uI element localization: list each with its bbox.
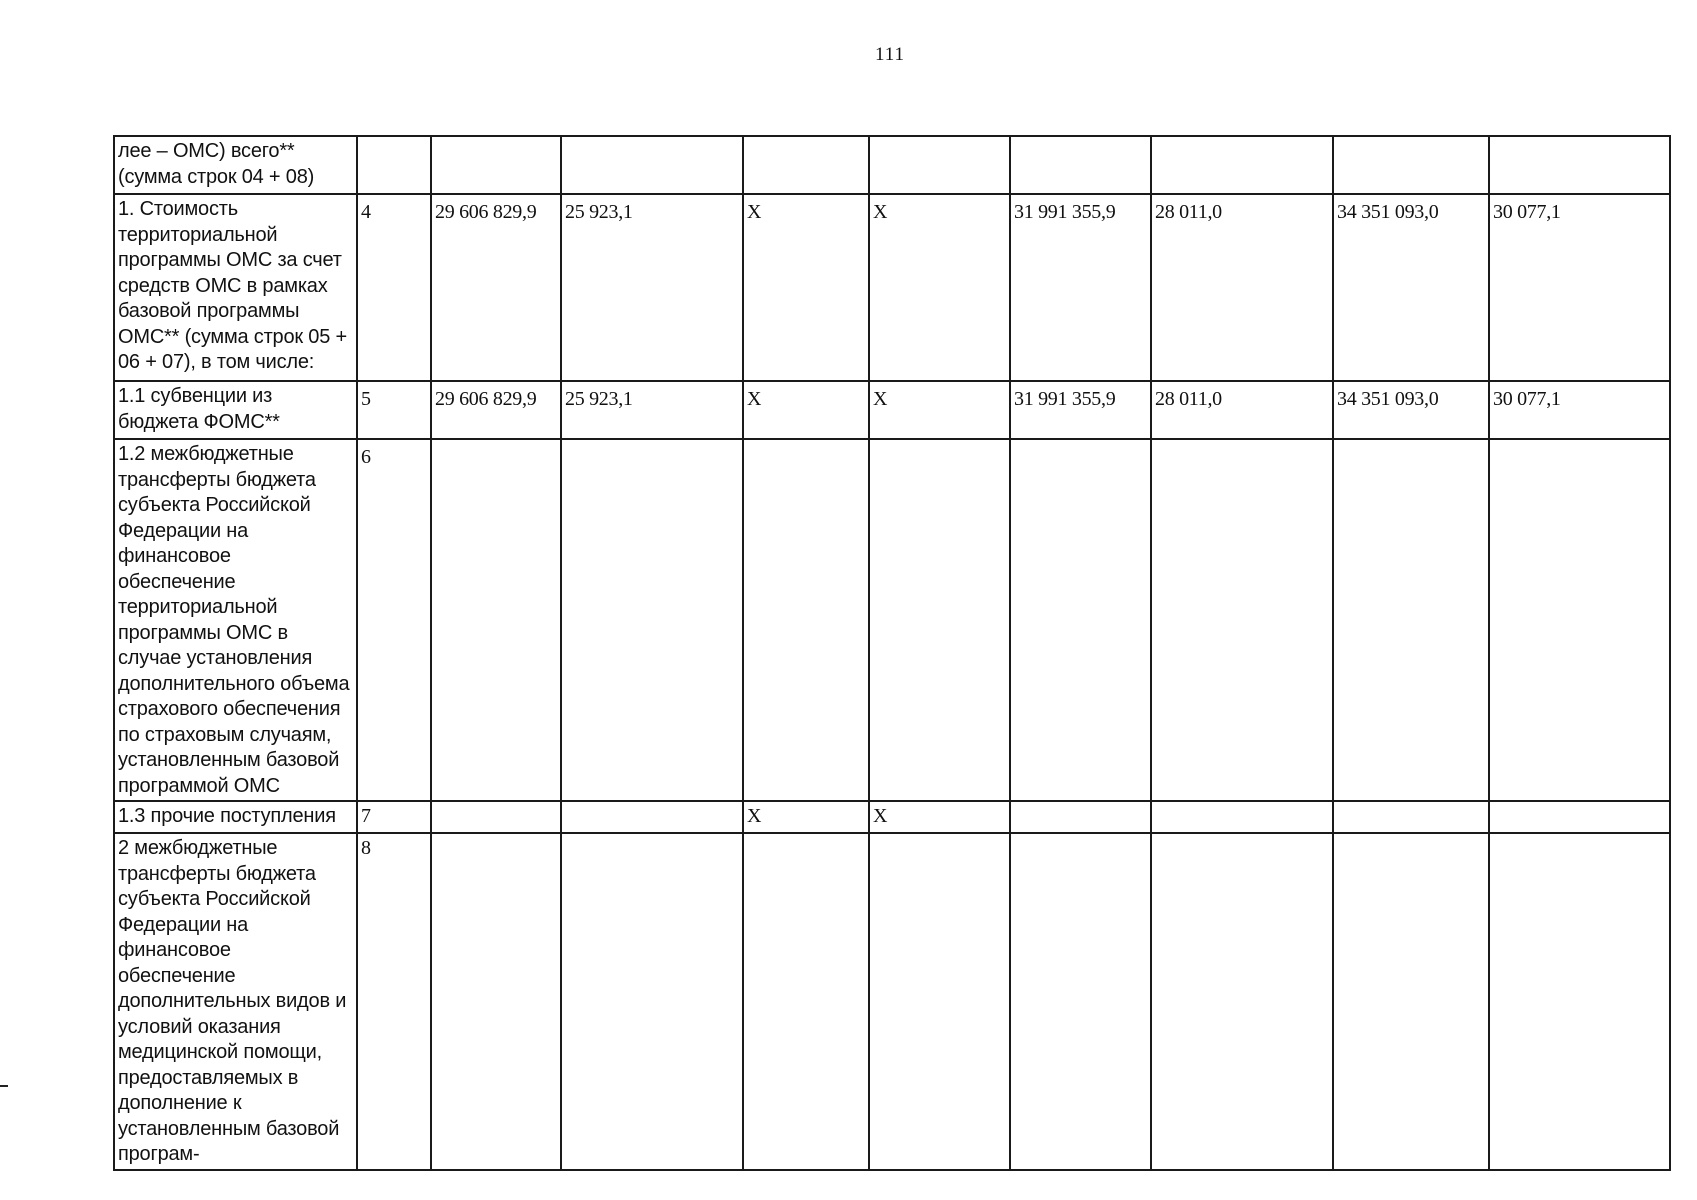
value-text: X: [873, 388, 888, 410]
value-cell: [431, 439, 561, 801]
value-cell: [1151, 381, 1333, 439]
row-number-cell: [357, 439, 431, 801]
value-cell: [1151, 801, 1333, 833]
value-cell: [561, 833, 743, 1170]
table-row: [114, 136, 1670, 194]
value-cell: [1333, 194, 1489, 381]
table-row: [114, 833, 1670, 1170]
value-cell: [1333, 801, 1489, 833]
row-label: 1. Стоимость территориальной программы ОМС за счет средств ОМС в рамках базовой программы ОМС** (сумма строк 05 + 06 + 07), в том числе:: [114, 194, 357, 381]
value-cell: [1333, 439, 1489, 801]
row-number-cell: 7: [357, 801, 431, 833]
value-cell: [1333, 136, 1489, 194]
value-cell: [431, 801, 561, 833]
value-cell: [1010, 439, 1151, 801]
value-cell: [1151, 833, 1333, 1170]
value-cell: [1333, 833, 1489, 1170]
value-cell: [743, 381, 869, 439]
row-label: 2 межбюджетные трансферты бюджета субъекта Российской Федерации на финансовое обеспечение дополнительных видов и условий оказания медицинской помощи, предоставляемых в дополнение к установленным базовой програм-: [114, 833, 357, 1170]
row-number-cell: [357, 194, 431, 381]
value-cell: X: [743, 801, 869, 833]
row-label: 1.3 прочие поступления: [114, 801, 357, 833]
row-label: 1.1 субвенции из бюджета ФОМС**: [114, 381, 357, 439]
value-cell: [869, 833, 1010, 1170]
value-text: 28 011,0: [1155, 201, 1222, 223]
row-label: лее – ОМС) всего** (сумма строк 04 + 08): [114, 136, 357, 194]
row-number: 6: [361, 446, 371, 468]
value-cell: [1151, 439, 1333, 801]
value-text: 28 011,0: [1155, 388, 1222, 410]
value-cell: [561, 136, 743, 194]
value-cell: [1489, 136, 1670, 194]
value-cell: [1010, 194, 1151, 381]
value-text: 31 991 355,9: [1014, 201, 1116, 223]
value-text: 25 923,1: [565, 388, 633, 410]
value-cell: [431, 381, 561, 439]
value-cell: [561, 439, 743, 801]
value-text: 34 351 093,0: [1337, 388, 1439, 410]
value-text: X: [747, 388, 762, 410]
value-cell: [743, 833, 869, 1170]
value-cell: [1489, 194, 1670, 381]
table-row: [114, 194, 1670, 381]
value-cell: [1151, 194, 1333, 381]
value-text: 29 606 829,9: [435, 388, 537, 410]
value-cell: [743, 439, 869, 801]
value-cell: [869, 439, 1010, 801]
row-number-cell: 8: [357, 833, 431, 1170]
value-cell: [561, 194, 743, 381]
value-text: 25 923,1: [565, 201, 633, 223]
value-cell: [431, 833, 561, 1170]
value-text: 31 991 355,9: [1014, 388, 1116, 410]
table-row: [114, 801, 1670, 833]
row-number: 4: [361, 201, 371, 223]
value-cell: [1489, 833, 1670, 1170]
margin-mark: [0, 1085, 8, 1087]
value-text: 29 606 829,9: [435, 201, 537, 223]
value-cell: [1010, 381, 1151, 439]
table-row: [114, 439, 1670, 801]
value-text: 30 077,1: [1493, 388, 1561, 410]
value-cell: [561, 381, 743, 439]
row-number: 5: [361, 388, 371, 410]
table-row: [114, 381, 1670, 439]
value-cell: [869, 381, 1010, 439]
value-cell: [1489, 381, 1670, 439]
value-text: 30 077,1: [1493, 201, 1561, 223]
value-cell: [869, 194, 1010, 381]
value-cell: [431, 194, 561, 381]
value-cell: [1489, 439, 1670, 801]
page-number: 111: [874, 44, 906, 65]
value-text: X: [747, 201, 762, 223]
value-cell: [1489, 801, 1670, 833]
value-cell: [869, 136, 1010, 194]
value-cell: [561, 801, 743, 833]
value-cell: [1010, 833, 1151, 1170]
value-text: X: [873, 201, 888, 223]
financing-table: [113, 135, 1671, 1171]
row-number-cell: [357, 136, 431, 194]
value-cell: [1151, 136, 1333, 194]
value-cell: X: [869, 801, 1010, 833]
row-number-cell: [357, 381, 431, 439]
row-label: 1.2 межбюджетные трансферты бюджета субъекта Российской Федерации на финансовое обеспечение территориальной программы ОМС в случае установления дополнительного объема страхового обеспечения по страховым случаям, установленным базовой программой ОМС: [114, 439, 357, 801]
value-cell: [431, 136, 561, 194]
value-text: 34 351 093,0: [1337, 201, 1439, 223]
value-cell: [1333, 381, 1489, 439]
value-cell: [1010, 801, 1151, 833]
value-cell: [1010, 136, 1151, 194]
value-cell: [743, 194, 869, 381]
value-cell: [743, 136, 869, 194]
